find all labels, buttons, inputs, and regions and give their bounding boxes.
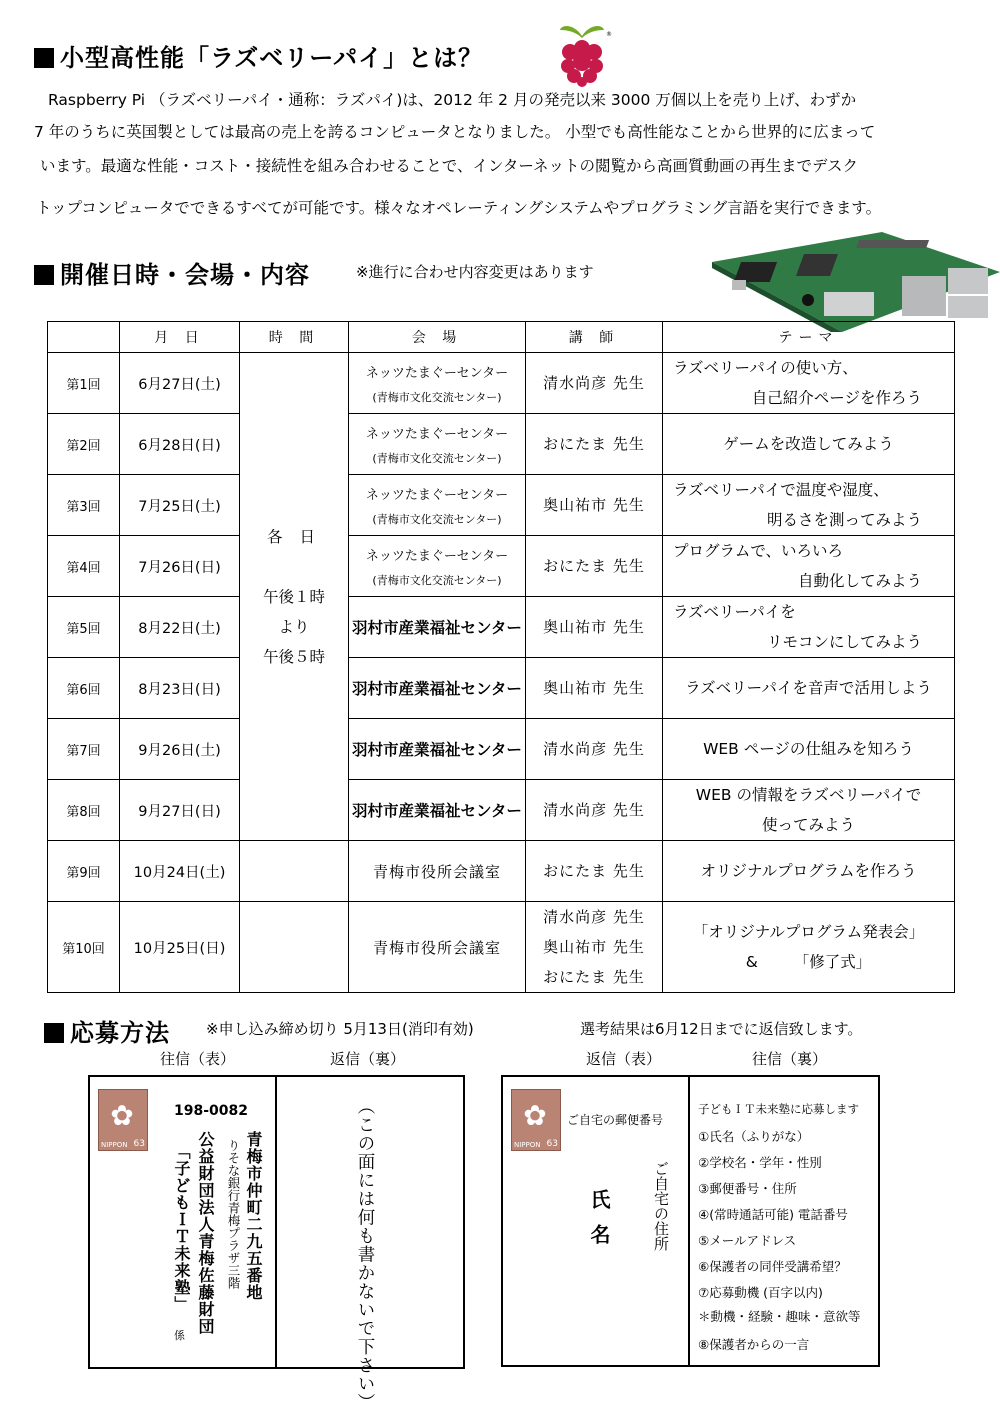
session-number: 第10回 <box>48 902 120 993</box>
table-row <box>48 414 955 475</box>
postage-stamp <box>511 1089 561 1151</box>
table-row <box>48 902 955 993</box>
name-label: 氏 名 <box>587 1189 611 1248</box>
session-theme <box>663 780 955 841</box>
session-venue: 青梅市役所会議室 <box>349 902 526 993</box>
list-item: ②学校名・学年・性別 <box>698 1155 822 1170</box>
theme-line: & 「修了式」 <box>745 953 872 971</box>
theme-line: WEB の情報をラズベリーパイで <box>695 786 922 804</box>
session-date: 6月27日(土) <box>120 353 240 414</box>
session-theme <box>663 353 955 414</box>
schedule-heading: 開催日時・会場・内容 <box>34 255 310 290</box>
list-item: ＊動機・経験・趣味・意欲等 <box>698 1309 861 1324</box>
venue-name: ネッツたまぐーセンター <box>365 426 509 442</box>
session-theme: ラズベリーパイを音声で活用しよう <box>663 658 955 719</box>
session-number: 第3回 <box>48 475 120 536</box>
session-date: 7月25日(土) <box>120 475 240 536</box>
session-date: 10月25日(日) <box>120 902 240 993</box>
postage-stamp <box>98 1089 148 1151</box>
table-row <box>48 475 955 536</box>
session-theme: WEB ページの仕組みを知ろう <box>663 719 955 780</box>
header-venue: 会 場 <box>349 322 526 353</box>
lecturer-name: おにたま 先生 <box>543 862 645 880</box>
session-date: 8月22日(土) <box>120 597 240 658</box>
lecturer-name: 清水尚彦 先生 <box>543 908 645 926</box>
intro-line-4: トップコンピュータでできるすべてが可能です。様々なオペレーティングシステムやプログラミング言語を実行できます。 <box>36 199 882 217</box>
stamp-value: 63 <box>546 1139 558 1149</box>
session-lecturer <box>526 414 663 475</box>
table-row <box>48 780 955 841</box>
venue-subname: (青梅市文化交流センター) <box>372 451 502 465</box>
session-date: 8月23日(日) <box>120 658 240 719</box>
table-row <box>48 536 955 597</box>
session-number: 第4回 <box>48 536 120 597</box>
header-session <box>48 322 120 353</box>
intro-line-2: 7 年のうちに英国製としては最高の売上を誇るコンピュータとなりました。 小型でも高性能なことから世界的に広まって <box>34 123 876 141</box>
list-item: ①氏名（ふりがな） <box>698 1129 810 1144</box>
session-lecturer <box>526 353 663 414</box>
table-row <box>48 353 955 414</box>
session-venue: 羽村市産業福祉センター <box>349 658 526 719</box>
apply-result: 選考結果は6月12日までに返信致します。 <box>580 1020 863 1038</box>
table-row <box>48 719 955 780</box>
lecturer-name: おにたま 先生 <box>543 557 645 575</box>
lecturer-name: 清水尚彦 先生 <box>543 801 645 819</box>
home-zip-label: ご自宅の郵便番号 <box>567 1113 664 1127</box>
square-bullet-icon <box>34 265 54 285</box>
session-number: 第2回 <box>48 414 120 475</box>
postcard-reply-back <box>275 1075 465 1412</box>
svg-text:®: ® <box>606 31 612 38</box>
session-date: 7月26日(日) <box>120 536 240 597</box>
lecturer-name: 清水尚彦 先生 <box>543 740 645 758</box>
list-item: ⑤メールアドレス <box>698 1233 797 1248</box>
theme-line: プログラムで、いろいろ <box>673 542 844 560</box>
lecturer-name: 奥山祐市 先生 <box>543 618 645 636</box>
session-venue: 羽村市産業福祉センター <box>349 597 526 658</box>
application-title: 子どもＩＴ未来塾に応募します <box>698 1102 859 1116</box>
session-time <box>240 353 349 841</box>
lecturer-name: 奥山祐市 先生 <box>543 496 645 514</box>
theme-line: ラズベリーパイで温度や湿度、 <box>673 481 889 499</box>
table-header-row <box>48 322 955 353</box>
venue-name: ネッツたまぐーセンター <box>365 365 509 381</box>
venue-name: ネッツたまぐーセンター <box>365 487 509 503</box>
time-end: 午後５時 <box>262 647 325 666</box>
list-item: ⑥保護者の同伴受講希望？ <box>698 1259 847 1274</box>
session-venue <box>349 414 526 475</box>
recipient-address: 青梅市仲町二九五番地 <box>244 1131 263 1301</box>
session-number: 第1回 <box>48 353 120 414</box>
square-bullet-icon <box>34 48 54 68</box>
intro-heading: 小型高性能「ラズベリーパイ」とは？ <box>34 38 483 73</box>
table-row <box>48 597 955 658</box>
session-lecturer <box>526 658 663 719</box>
session-time <box>240 841 349 902</box>
card-label-4: 往信（裏） <box>752 1050 828 1068</box>
recipient-org: 公益財団法人青梅佐藤財団 <box>196 1131 215 1335</box>
session-venue <box>349 353 526 414</box>
session-theme <box>663 902 955 993</box>
table-row <box>48 658 955 719</box>
venue-subname: (青梅市文化交流センター) <box>372 390 502 404</box>
session-venue: 青梅市役所会議室 <box>349 841 526 902</box>
cherry-blossom-icon: ✿ <box>110 1099 134 1132</box>
raspberry-pi-logo <box>552 22 612 88</box>
list-item: ⑦応募動機 (百字以内) <box>698 1285 823 1300</box>
intro-line-3: います。最適な性能・コスト・接続性を組み合わせることで、インターネットの閲覧から高画質動画の再生までデスク <box>40 157 858 175</box>
apply-deadline: ※申し込み締め切り 5月13日(消印有効) <box>206 1020 474 1038</box>
theme-line: ラズベリーパイの使い方、 <box>673 359 858 377</box>
lecturer-name: 奥山祐市 先生 <box>543 938 645 956</box>
lecturer-name: 清水尚彦 先生 <box>543 374 645 392</box>
postcard-outgoing-front <box>88 1075 278 1369</box>
session-date: 9月26日(土) <box>120 719 240 780</box>
blank-side-note: （この面には何も書かないで下さい） <box>355 1097 375 1412</box>
session-number: 第6回 <box>48 658 120 719</box>
card-label-1: 往信（表） <box>160 1050 236 1068</box>
session-date: 10月24日(土) <box>120 841 240 902</box>
apply-heading: 応募方法 <box>44 1013 170 1048</box>
header-time: 時 間 <box>240 322 349 353</box>
list-item: ⑧保護者からの一言 <box>698 1337 810 1352</box>
session-lecturer <box>526 536 663 597</box>
session-theme <box>663 597 955 658</box>
table-row <box>48 841 955 902</box>
session-theme <box>663 536 955 597</box>
session-number: 第5回 <box>48 597 120 658</box>
list-item: ③郵便番号・住所 <box>698 1181 797 1196</box>
card-label-2: 返信（裏） <box>330 1050 406 1068</box>
session-time <box>240 902 349 993</box>
time-from: より <box>278 617 310 636</box>
postcard-reply-front <box>501 1075 691 1367</box>
header-lecturer: 講 師 <box>526 322 663 353</box>
time-each-day: 各 日 <box>267 527 321 546</box>
session-theme <box>663 475 955 536</box>
session-lecturer <box>526 475 663 536</box>
theme-line: 自動化してみよう <box>797 572 922 590</box>
cherry-blossom-icon: ✿ <box>523 1099 547 1132</box>
time-start: 午後１時 <box>262 587 325 606</box>
theme-line: 自己紹介ページを作ろう <box>751 389 922 407</box>
session-lecturer <box>526 597 663 658</box>
intro-line-1: Raspberry Pi （ラズベリーパイ・通称：ラズパイ)は、2012 年 2 月の発売以来 3000 万個以上を売り上げ、わずか <box>48 91 857 109</box>
session-number: 第7回 <box>48 719 120 780</box>
recipient-dept: 「子どもＩＴ未来塾」 <box>172 1143 191 1313</box>
session-number: 第8回 <box>48 780 120 841</box>
stamp-brand: NIPPON <box>101 1141 128 1149</box>
recipient-suffix: 係 <box>174 1329 185 1342</box>
stamp-brand: NIPPON <box>514 1141 541 1149</box>
lecturer-name: おにたま 先生 <box>543 968 645 986</box>
lecturer-name: 奥山祐市 先生 <box>543 679 645 697</box>
session-lecturer <box>526 719 663 780</box>
session-venue: 羽村市産業福祉センター <box>349 719 526 780</box>
theme-line: ラズベリーパイを <box>673 603 796 621</box>
venue-subname: (青梅市文化交流センター) <box>372 573 502 587</box>
venue-name: ネッツたまぐーセンター <box>365 548 509 564</box>
session-venue <box>349 536 526 597</box>
session-lecturer <box>526 841 663 902</box>
header-theme: テーマ <box>663 322 955 353</box>
session-lecturer <box>526 902 663 993</box>
session-date: 6月28日(日) <box>120 414 240 475</box>
theme-line: 「オリジナルプログラム発表会」 <box>692 923 925 941</box>
theme-line: リモコンにしてみよう <box>766 633 922 651</box>
session-number: 第9回 <box>48 841 120 902</box>
theme-line: 明るさを測ってみよう <box>766 511 922 529</box>
card-label-3: 返信（表） <box>586 1050 662 1068</box>
recipient-zip: 198-0082 <box>174 1103 248 1119</box>
session-theme: ゲームを改造してみよう <box>663 414 955 475</box>
venue-subname: (青梅市文化交流センター) <box>372 512 502 526</box>
square-bullet-icon <box>44 1023 64 1043</box>
session-lecturer <box>526 780 663 841</box>
schedule-note: ※進行に合わせ内容変更はあります <box>356 263 594 281</box>
schedule-table <box>47 321 955 993</box>
theme-line: 使ってみよう <box>761 816 855 834</box>
recipient-building: りそな銀行青梅プラザ三階 <box>226 1139 241 1289</box>
session-theme: オリジナルプログラムを作ろう <box>663 841 955 902</box>
session-date: 9月27日(日) <box>120 780 240 841</box>
list-item: ④(常時通話可能) 電話番号 <box>698 1207 848 1222</box>
session-venue: 羽村市産業福祉センター <box>349 780 526 841</box>
stamp-value: 63 <box>133 1139 145 1149</box>
home-address-label: ご自宅の住所 <box>652 1161 670 1251</box>
lecturer-name: おにたま 先生 <box>543 435 645 453</box>
session-venue <box>349 475 526 536</box>
postcard-outgoing-back <box>688 1075 880 1367</box>
header-date: 月 日 <box>120 322 240 353</box>
raspberry-pi-board-image <box>712 232 1000 332</box>
